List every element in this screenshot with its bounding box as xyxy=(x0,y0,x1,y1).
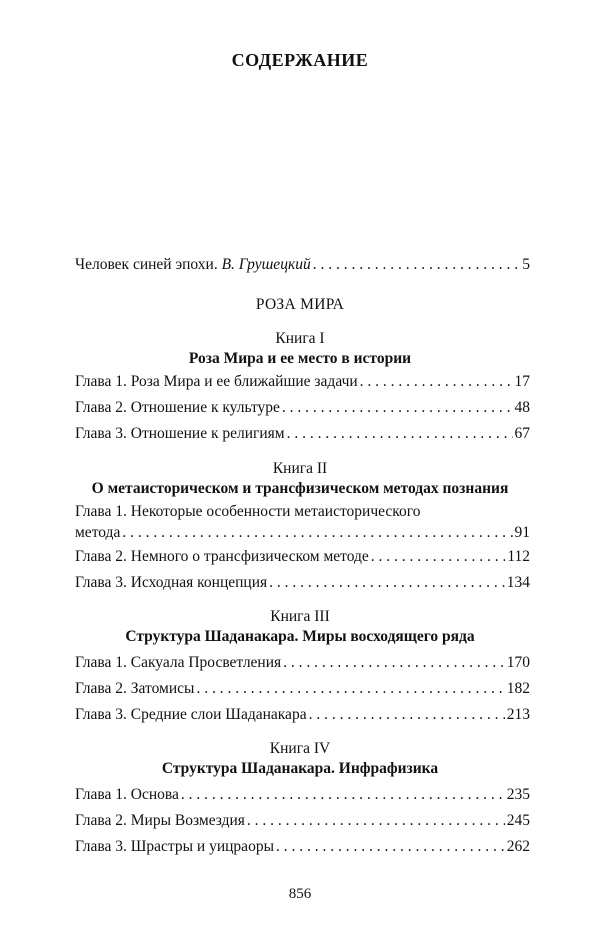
intro-title: Человек синей эпохи. xyxy=(75,256,222,273)
toc-entry[interactable] xyxy=(75,425,530,447)
book-label: Книга IV xyxy=(269,740,331,757)
toc-entry[interactable] xyxy=(75,548,530,570)
toc-entry-label: Глава 3. Исходная концепция xyxy=(75,574,268,591)
intro-author: В. Грушецкий xyxy=(221,256,311,273)
toc-page-number: 134 xyxy=(506,574,530,591)
toc-entry[interactable] xyxy=(75,524,530,546)
toc-entry[interactable] xyxy=(75,706,530,728)
book-title: Роза Мира и ее место в истории xyxy=(188,350,412,367)
toc-entry-label: Глава 1. Основа xyxy=(75,786,179,803)
book-label: Книга II xyxy=(272,460,328,477)
section-heading: РОЗА МИРА xyxy=(255,296,345,313)
dot-leader xyxy=(276,838,505,856)
dot-leader xyxy=(287,425,513,443)
toc-entry[interactable] xyxy=(75,654,530,676)
book-title: Структура Шаданакара. Инфрафизика xyxy=(161,760,439,777)
toc-entry-label: Глава 1. Роза Мира и ее ближайшие задачи xyxy=(75,373,358,390)
book-title: О метаисторическом и трансфизическом методах познания xyxy=(91,480,509,497)
toc-page-number: 91 xyxy=(514,524,530,541)
toc-page-number: 245 xyxy=(506,812,530,829)
toc-page-number: 213 xyxy=(506,706,530,723)
dot-leader xyxy=(247,812,505,830)
toc-entry[interactable] xyxy=(75,574,530,596)
toc-entry-intro[interactable] xyxy=(75,256,530,278)
toc-entry-label: метода xyxy=(75,524,121,541)
toc-entry[interactable] xyxy=(75,812,530,834)
dot-leader xyxy=(196,680,504,698)
dot-leader xyxy=(313,256,521,274)
dot-leader xyxy=(282,399,513,417)
toc-page-number: 235 xyxy=(506,786,530,803)
toc-page-number: 5 xyxy=(522,256,530,273)
toc-entry-label: Глава 2. Немного о трансфизическом методе xyxy=(75,548,369,565)
dot-leader xyxy=(283,654,505,672)
toc-page-number: 17 xyxy=(514,373,530,390)
dot-leader xyxy=(181,786,505,804)
dot-leader xyxy=(309,706,505,724)
toc-page-number: 112 xyxy=(507,548,530,565)
toc-entry-label: Глава 2. Отношение к культуре xyxy=(75,399,280,416)
toc-entry-label: Глава 1. Сакуала Просветления xyxy=(75,654,282,671)
toc-entry[interactable] xyxy=(75,399,530,421)
dot-leader xyxy=(360,373,513,391)
dot-leader xyxy=(122,524,512,542)
toc-entry[interactable] xyxy=(75,838,530,860)
toc-entry[interactable] xyxy=(75,373,530,395)
toc-page-number: 67 xyxy=(514,425,530,442)
toc-entry-label xyxy=(75,256,311,274)
toc-page-number: 48 xyxy=(514,399,530,416)
toc-entry-label: Глава 3. Отношение к религиям xyxy=(75,425,285,442)
page-title: СОДЕРЖАНИЕ xyxy=(231,50,369,70)
book-label: Книга III xyxy=(270,608,330,625)
dot-leader xyxy=(269,574,505,592)
toc-entry-label: Глава 3. Шрастры и уицраоры xyxy=(75,838,274,855)
toc-entry-label: Глава 2. Затомисы xyxy=(75,680,195,697)
toc-entry[interactable] xyxy=(75,680,530,702)
page-number: 856 xyxy=(288,886,312,902)
dot-leader xyxy=(371,548,506,566)
book-title: Структура Шаданакара. Миры восходящего ряда xyxy=(125,628,475,645)
toc-entry-label: Глава 3. Средние слои Шаданакара xyxy=(75,706,307,723)
toc-entry[interactable] xyxy=(75,786,530,808)
book-label: Книга I xyxy=(275,330,325,347)
toc-entry-label[interactable]: Глава 1. Некоторые особенности метаисторического xyxy=(75,503,421,520)
toc-page-number: 262 xyxy=(506,838,530,855)
toc-page-number: 182 xyxy=(506,680,530,697)
toc-entry-label: Глава 2. Миры Возмездия xyxy=(75,812,245,829)
toc-page-number: 170 xyxy=(506,654,530,671)
